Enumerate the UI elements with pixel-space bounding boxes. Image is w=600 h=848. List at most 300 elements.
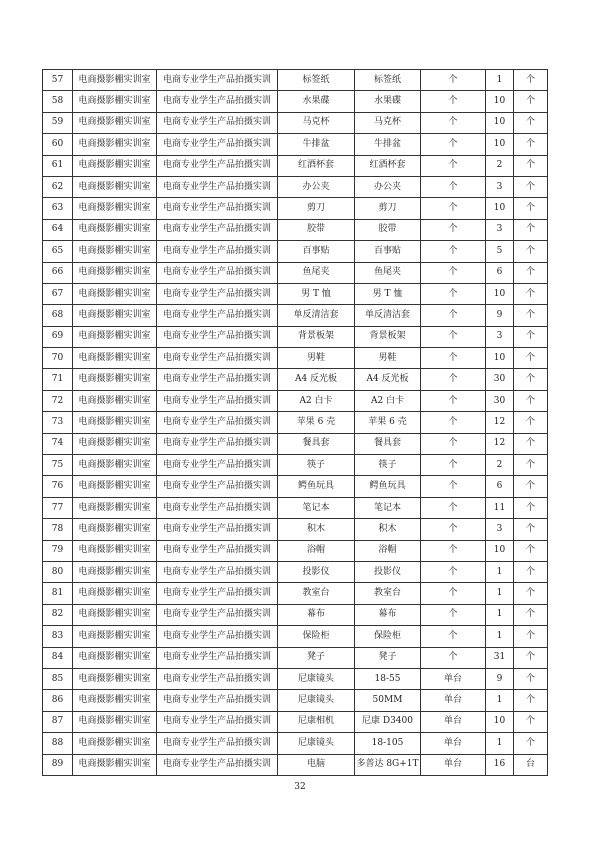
measure-unit-cell: 个 — [514, 176, 548, 197]
purpose-cell: 电商专业学生产品拍摄实训 — [157, 369, 278, 390]
table-row — [43, 176, 548, 197]
index-cell: 84 — [43, 647, 73, 668]
spec-cell: 幕布 — [355, 604, 421, 625]
lab-name-cell: 电商摄影棚实训室 — [73, 626, 157, 647]
measure-unit-cell: 个 — [514, 326, 548, 347]
quantity-cell: 2 — [486, 455, 514, 476]
lab-name-cell: 电商摄影棚实训室 — [73, 455, 157, 476]
inventory-table-body — [43, 70, 548, 776]
lab-name-cell: 电商摄影棚实训室 — [73, 70, 157, 91]
item-name-cell: 剪刀 — [278, 198, 355, 219]
index-cell: 58 — [43, 91, 73, 112]
purpose-cell: 电商专业学生产品拍摄实训 — [157, 476, 278, 497]
spec-cell: 积木 — [355, 519, 421, 540]
purpose-cell: 电商专业学生产品拍摄实训 — [157, 390, 278, 411]
purpose-cell: 电商专业学生产品拍摄实训 — [157, 455, 278, 476]
index-cell: 57 — [43, 70, 73, 91]
index-cell: 70 — [43, 348, 73, 369]
item-name-cell: 教室台 — [278, 583, 355, 604]
lab-name-cell: 电商摄影棚实训室 — [73, 155, 157, 176]
measure-unit-cell: 个 — [514, 476, 548, 497]
purpose-cell: 电商专业学生产品拍摄实训 — [157, 583, 278, 604]
quantity-cell: 12 — [486, 412, 514, 433]
table-row — [43, 754, 548, 775]
purpose-cell: 电商专业学生产品拍摄实训 — [157, 348, 278, 369]
lab-name-cell: 电商摄影棚实训室 — [73, 497, 157, 518]
quantity-cell: 6 — [486, 476, 514, 497]
purpose-cell: 电商专业学生产品拍摄实训 — [157, 497, 278, 518]
quantity-cell: 6 — [486, 262, 514, 283]
quantity-cell: 11 — [486, 497, 514, 518]
spec-cell: 餐具套 — [355, 433, 421, 454]
inventory-table-container — [42, 69, 547, 776]
purpose-cell: 电商专业学生产品拍摄实训 — [157, 219, 278, 240]
index-cell: 68 — [43, 305, 73, 326]
table-row — [43, 112, 548, 133]
index-cell: 82 — [43, 604, 73, 625]
spec-cell: 凳子 — [355, 647, 421, 668]
unit-cell: 个 — [421, 433, 486, 454]
unit-cell: 个 — [421, 583, 486, 604]
lab-name-cell: 电商摄影棚实训室 — [73, 91, 157, 112]
measure-unit-cell: 个 — [514, 283, 548, 304]
quantity-cell: 3 — [486, 519, 514, 540]
spec-cell: 牛排盆 — [355, 134, 421, 155]
spec-cell: 鱼尾夹 — [355, 262, 421, 283]
item-name-cell: 鱼尾夹 — [278, 262, 355, 283]
purpose-cell: 电商专业学生产品拍摄实训 — [157, 112, 278, 133]
purpose-cell: 电商专业学生产品拍摄实训 — [157, 412, 278, 433]
lab-name-cell: 电商摄影棚实训室 — [73, 412, 157, 433]
item-name-cell: 积木 — [278, 519, 355, 540]
quantity-cell: 1 — [486, 70, 514, 91]
table-row — [43, 733, 548, 754]
quantity-cell: 10 — [486, 348, 514, 369]
unit-cell: 个 — [421, 390, 486, 411]
quantity-cell: 1 — [486, 690, 514, 711]
lab-name-cell: 电商摄影棚实训室 — [73, 476, 157, 497]
quantity-cell: 3 — [486, 176, 514, 197]
index-cell: 80 — [43, 561, 73, 582]
table-row — [43, 326, 548, 347]
table-row — [43, 476, 548, 497]
spec-cell: 红酒杯套 — [355, 155, 421, 176]
quantity-cell: 12 — [486, 433, 514, 454]
measure-unit-cell: 个 — [514, 348, 548, 369]
item-name-cell: 笔记本 — [278, 497, 355, 518]
lab-name-cell: 电商摄影棚实训室 — [73, 134, 157, 155]
table-row — [43, 519, 548, 540]
item-name-cell: 餐具套 — [278, 433, 355, 454]
measure-unit-cell: 个 — [514, 668, 548, 689]
index-cell: 66 — [43, 262, 73, 283]
lab-name-cell: 电商摄影棚实训室 — [73, 690, 157, 711]
spec-cell: 教室台 — [355, 583, 421, 604]
quantity-cell: 16 — [486, 754, 514, 775]
table-row — [43, 561, 548, 582]
quantity-cell: 9 — [486, 305, 514, 326]
unit-cell: 个 — [421, 198, 486, 219]
quantity-cell: 10 — [486, 198, 514, 219]
lab-name-cell: 电商摄影棚实训室 — [73, 348, 157, 369]
item-name-cell: 办公夹 — [278, 176, 355, 197]
unit-cell: 个 — [421, 519, 486, 540]
unit-cell: 个 — [421, 561, 486, 582]
quantity-cell: 3 — [486, 219, 514, 240]
purpose-cell: 电商专业学生产品拍摄实训 — [157, 540, 278, 561]
index-cell: 60 — [43, 134, 73, 155]
purpose-cell: 电商专业学生产品拍摄实训 — [157, 754, 278, 775]
measure-unit-cell: 个 — [514, 604, 548, 625]
item-name-cell: 鳄鱼玩具 — [278, 476, 355, 497]
index-cell: 72 — [43, 390, 73, 411]
unit-cell: 个 — [421, 369, 486, 390]
table-row — [43, 369, 548, 390]
unit-cell: 单台 — [421, 754, 486, 775]
lab-name-cell: 电商摄影棚实训室 — [73, 241, 157, 262]
unit-cell: 个 — [421, 476, 486, 497]
unit-cell: 个 — [421, 241, 486, 262]
measure-unit-cell: 个 — [514, 134, 548, 155]
lab-name-cell: 电商摄影棚实训室 — [73, 305, 157, 326]
unit-cell: 个 — [421, 70, 486, 91]
spec-cell: 单反清洁套 — [355, 305, 421, 326]
index-cell: 73 — [43, 412, 73, 433]
purpose-cell: 电商专业学生产品拍摄实训 — [157, 711, 278, 732]
unit-cell: 个 — [421, 305, 486, 326]
item-name-cell: 尼康镜头 — [278, 668, 355, 689]
table-row — [43, 690, 548, 711]
spec-cell: 18-105 — [355, 733, 421, 754]
purpose-cell: 电商专业学生产品拍摄实训 — [157, 283, 278, 304]
table-row — [43, 497, 548, 518]
unit-cell: 个 — [421, 176, 486, 197]
measure-unit-cell: 个 — [514, 219, 548, 240]
unit-cell: 个 — [421, 497, 486, 518]
spec-cell: 马克杯 — [355, 112, 421, 133]
lab-name-cell: 电商摄影棚实训室 — [73, 647, 157, 668]
spec-cell: 保险柜 — [355, 626, 421, 647]
measure-unit-cell: 个 — [514, 155, 548, 176]
quantity-cell: 10 — [486, 711, 514, 732]
item-name-cell: 尼康相机 — [278, 711, 355, 732]
unit-cell: 个 — [421, 155, 486, 176]
lab-name-cell: 电商摄影棚实训室 — [73, 711, 157, 732]
table-row — [43, 390, 548, 411]
quantity-cell: 1 — [486, 626, 514, 647]
quantity-cell: 31 — [486, 647, 514, 668]
measure-unit-cell: 个 — [514, 711, 548, 732]
measure-unit-cell: 个 — [514, 390, 548, 411]
item-name-cell: 背景板架 — [278, 326, 355, 347]
inventory-table — [42, 69, 548, 776]
index-cell: 65 — [43, 241, 73, 262]
quantity-cell: 10 — [486, 112, 514, 133]
table-row — [43, 583, 548, 604]
index-cell: 75 — [43, 455, 73, 476]
index-cell: 67 — [43, 283, 73, 304]
page-number: 32 — [294, 782, 306, 792]
purpose-cell: 电商专业学生产品拍摄实训 — [157, 155, 278, 176]
spec-cell: 尼康 D3400 — [355, 711, 421, 732]
lab-name-cell: 电商摄影棚实训室 — [73, 198, 157, 219]
measure-unit-cell: 个 — [514, 433, 548, 454]
purpose-cell: 电商专业学生产品拍摄实训 — [157, 134, 278, 155]
unit-cell: 单台 — [421, 690, 486, 711]
table-row — [43, 219, 548, 240]
spec-cell: 男鞋 — [355, 348, 421, 369]
spec-cell: 50MM — [355, 690, 421, 711]
index-cell: 86 — [43, 690, 73, 711]
measure-unit-cell: 个 — [514, 690, 548, 711]
unit-cell: 个 — [421, 91, 486, 112]
purpose-cell: 电商专业学生产品拍摄实训 — [157, 241, 278, 262]
quantity-cell: 1 — [486, 733, 514, 754]
lab-name-cell: 电商摄影棚实训室 — [73, 583, 157, 604]
table-row — [43, 241, 548, 262]
purpose-cell: 电商专业学生产品拍摄实训 — [157, 326, 278, 347]
table-row — [43, 455, 548, 476]
item-name-cell: 幕布 — [278, 604, 355, 625]
unit-cell: 单台 — [421, 668, 486, 689]
index-cell: 69 — [43, 326, 73, 347]
item-name-cell: 男鞋 — [278, 348, 355, 369]
purpose-cell: 电商专业学生产品拍摄实训 — [157, 176, 278, 197]
unit-cell: 个 — [421, 412, 486, 433]
measure-unit-cell: 个 — [514, 262, 548, 283]
lab-name-cell: 电商摄影棚实训室 — [73, 283, 157, 304]
measure-unit-cell: 个 — [514, 519, 548, 540]
index-cell: 71 — [43, 369, 73, 390]
measure-unit-cell: 个 — [514, 455, 548, 476]
table-row — [43, 70, 548, 91]
index-cell: 59 — [43, 112, 73, 133]
lab-name-cell: 电商摄影棚实训室 — [73, 733, 157, 754]
item-name-cell: 水果碟 — [278, 91, 355, 112]
quantity-cell: 1 — [486, 561, 514, 582]
item-name-cell: 牛排盆 — [278, 134, 355, 155]
table-row — [43, 668, 548, 689]
index-cell: 77 — [43, 497, 73, 518]
purpose-cell: 电商专业学生产品拍摄实训 — [157, 91, 278, 112]
unit-cell: 个 — [421, 134, 486, 155]
table-row — [43, 711, 548, 732]
index-cell: 74 — [43, 433, 73, 454]
table-row — [43, 262, 548, 283]
spec-cell: 浴帽 — [355, 540, 421, 561]
purpose-cell: 电商专业学生产品拍摄实训 — [157, 262, 278, 283]
measure-unit-cell: 个 — [514, 70, 548, 91]
measure-unit-cell: 个 — [514, 369, 548, 390]
quantity-cell: 9 — [486, 668, 514, 689]
item-name-cell: 浴帽 — [278, 540, 355, 561]
measure-unit-cell: 个 — [514, 733, 548, 754]
spec-cell: 胶带 — [355, 219, 421, 240]
unit-cell: 个 — [421, 283, 486, 304]
purpose-cell: 电商专业学生产品拍摄实训 — [157, 647, 278, 668]
measure-unit-cell: 个 — [514, 647, 548, 668]
spec-cell: 苹果 6 壳 — [355, 412, 421, 433]
table-row — [43, 412, 548, 433]
table-row — [43, 348, 548, 369]
item-name-cell: 尼康镜头 — [278, 690, 355, 711]
table-row — [43, 305, 548, 326]
index-cell: 89 — [43, 754, 73, 775]
lab-name-cell: 电商摄影棚实训室 — [73, 369, 157, 390]
table-row — [43, 134, 548, 155]
unit-cell: 个 — [421, 455, 486, 476]
spec-cell: 剪刀 — [355, 198, 421, 219]
unit-cell: 个 — [421, 219, 486, 240]
spec-cell: 水果碟 — [355, 91, 421, 112]
unit-cell: 单台 — [421, 733, 486, 754]
table-row — [43, 540, 548, 561]
unit-cell: 个 — [421, 326, 486, 347]
index-cell: 83 — [43, 626, 73, 647]
item-name-cell: 马克杯 — [278, 112, 355, 133]
quantity-cell: 10 — [486, 134, 514, 155]
spec-cell: 多普达 8G+1T — [355, 754, 421, 775]
lab-name-cell: 电商摄影棚实训室 — [73, 326, 157, 347]
lab-name-cell: 电商摄影棚实训室 — [73, 176, 157, 197]
index-cell: 63 — [43, 198, 73, 219]
spec-cell: 鳄鱼玩具 — [355, 476, 421, 497]
item-name-cell: 筷子 — [278, 455, 355, 476]
purpose-cell: 电商专业学生产品拍摄实训 — [157, 690, 278, 711]
quantity-cell: 10 — [486, 540, 514, 561]
index-cell: 64 — [43, 219, 73, 240]
purpose-cell: 电商专业学生产品拍摄实训 — [157, 626, 278, 647]
index-cell: 79 — [43, 540, 73, 561]
index-cell: 76 — [43, 476, 73, 497]
item-name-cell: 单反清洁套 — [278, 305, 355, 326]
spec-cell: A2 白卡 — [355, 390, 421, 411]
lab-name-cell: 电商摄影棚实训室 — [73, 754, 157, 775]
index-cell: 78 — [43, 519, 73, 540]
measure-unit-cell: 台 — [514, 754, 548, 775]
spec-cell: 18-55 — [355, 668, 421, 689]
unit-cell: 个 — [421, 626, 486, 647]
item-name-cell: 电脑 — [278, 754, 355, 775]
item-name-cell: 尼康镜头 — [278, 733, 355, 754]
spec-cell: 百事贴 — [355, 241, 421, 262]
measure-unit-cell: 个 — [514, 540, 548, 561]
measure-unit-cell: 个 — [514, 305, 548, 326]
item-name-cell: A4 反光板 — [278, 369, 355, 390]
purpose-cell: 电商专业学生产品拍摄实训 — [157, 198, 278, 219]
index-cell: 61 — [43, 155, 73, 176]
table-row — [43, 91, 548, 112]
item-name-cell: 百事贴 — [278, 241, 355, 262]
unit-cell: 个 — [421, 540, 486, 561]
spec-cell: 背景板架 — [355, 326, 421, 347]
lab-name-cell: 电商摄影棚实训室 — [73, 519, 157, 540]
quantity-cell: 10 — [486, 283, 514, 304]
measure-unit-cell: 个 — [514, 583, 548, 604]
lab-name-cell: 电商摄影棚实训室 — [73, 433, 157, 454]
purpose-cell: 电商专业学生产品拍摄实训 — [157, 604, 278, 625]
spec-cell: 筷子 — [355, 455, 421, 476]
spec-cell: 笔记本 — [355, 497, 421, 518]
purpose-cell: 电商专业学生产品拍摄实训 — [157, 70, 278, 91]
quantity-cell: 5 — [486, 241, 514, 262]
spec-cell: 男 T 恤 — [355, 283, 421, 304]
spec-cell: 投影仪 — [355, 561, 421, 582]
item-name-cell: 标签纸 — [278, 70, 355, 91]
measure-unit-cell: 个 — [514, 198, 548, 219]
purpose-cell: 电商专业学生产品拍摄实训 — [157, 433, 278, 454]
measure-unit-cell: 个 — [514, 112, 548, 133]
table-row — [43, 283, 548, 304]
unit-cell: 个 — [421, 647, 486, 668]
item-name-cell: A2 白卡 — [278, 390, 355, 411]
table-row — [43, 198, 548, 219]
index-cell: 85 — [43, 668, 73, 689]
table-row — [43, 155, 548, 176]
purpose-cell: 电商专业学生产品拍摄实训 — [157, 561, 278, 582]
lab-name-cell: 电商摄影棚实训室 — [73, 390, 157, 411]
item-name-cell: 红酒杯套 — [278, 155, 355, 176]
purpose-cell: 电商专业学生产品拍摄实训 — [157, 519, 278, 540]
index-cell: 62 — [43, 176, 73, 197]
item-name-cell: 投影仪 — [278, 561, 355, 582]
lab-name-cell: 电商摄影棚实训室 — [73, 219, 157, 240]
index-cell: 87 — [43, 711, 73, 732]
item-name-cell: 男 T 恤 — [278, 283, 355, 304]
quantity-cell: 1 — [486, 604, 514, 625]
quantity-cell: 2 — [486, 155, 514, 176]
quantity-cell: 30 — [486, 369, 514, 390]
unit-cell: 个 — [421, 604, 486, 625]
lab-name-cell: 电商摄影棚实训室 — [73, 262, 157, 283]
unit-cell: 单台 — [421, 711, 486, 732]
item-name-cell: 凳子 — [278, 647, 355, 668]
table-row — [43, 433, 548, 454]
index-cell: 81 — [43, 583, 73, 604]
item-name-cell: 胶带 — [278, 219, 355, 240]
quantity-cell: 10 — [486, 91, 514, 112]
lab-name-cell: 电商摄影棚实训室 — [73, 668, 157, 689]
item-name-cell: 苹果 6 壳 — [278, 412, 355, 433]
unit-cell: 个 — [421, 262, 486, 283]
spec-cell: A4 反光板 — [355, 369, 421, 390]
table-row — [43, 604, 548, 625]
table-row — [43, 647, 548, 668]
unit-cell: 个 — [421, 348, 486, 369]
lab-name-cell: 电商摄影棚实训室 — [73, 540, 157, 561]
spec-cell: 标签纸 — [355, 70, 421, 91]
purpose-cell: 电商专业学生产品拍摄实训 — [157, 733, 278, 754]
measure-unit-cell: 个 — [514, 561, 548, 582]
unit-cell: 个 — [421, 112, 486, 133]
measure-unit-cell: 个 — [514, 497, 548, 518]
quantity-cell: 1 — [486, 583, 514, 604]
lab-name-cell: 电商摄影棚实训室 — [73, 561, 157, 582]
spec-cell: 办公夹 — [355, 176, 421, 197]
purpose-cell: 电商专业学生产品拍摄实训 — [157, 668, 278, 689]
measure-unit-cell: 个 — [514, 91, 548, 112]
lab-name-cell: 电商摄影棚实训室 — [73, 112, 157, 133]
measure-unit-cell: 个 — [514, 626, 548, 647]
purpose-cell: 电商专业学生产品拍摄实训 — [157, 305, 278, 326]
index-cell: 88 — [43, 733, 73, 754]
measure-unit-cell: 个 — [514, 241, 548, 262]
measure-unit-cell: 个 — [514, 412, 548, 433]
table-row — [43, 626, 548, 647]
lab-name-cell: 电商摄影棚实训室 — [73, 604, 157, 625]
quantity-cell: 3 — [486, 326, 514, 347]
quantity-cell: 30 — [486, 390, 514, 411]
